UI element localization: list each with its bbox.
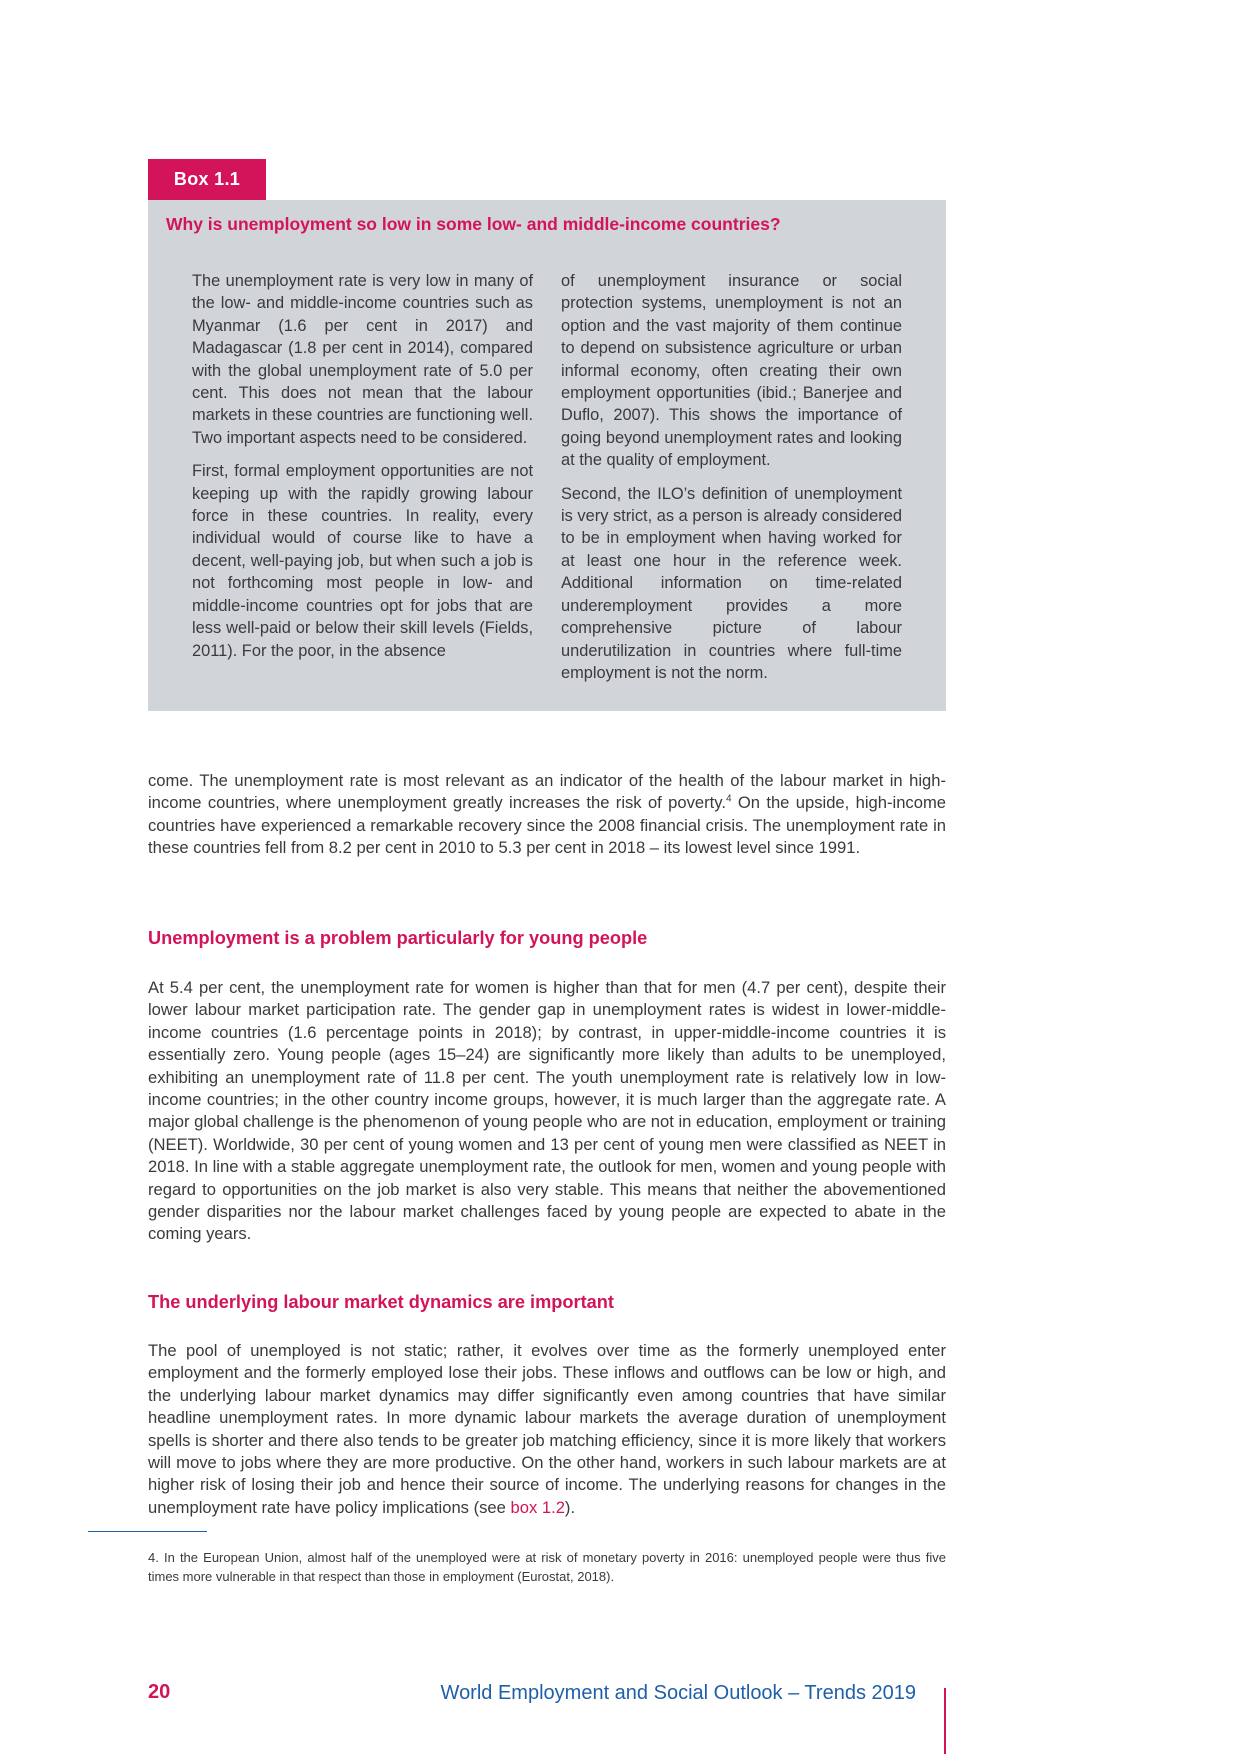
section-heading: The underlying labour market dynamics are important — [148, 1292, 614, 1312]
box-label: Box 1.1 — [148, 159, 266, 200]
box-paragraph: The unemployment rate is very low in many of the low- and middle-income countries such as Myanmar (1.6 per cent in 2017) and Madagascar (1.8 per cent in 2014), compared with the global unemployment rate of 5.0 per cent. This does not mean that the labour markets in these countries are functioning well. Two important aspects need to be considered. — [192, 272, 533, 447]
section-paragraph — [148, 1340, 946, 1519]
intro-text-continued: On the upside, high-income countries have experienced a remarkable recovery since the 2008 financial crisis. The unemployment rate in these countries fell from 8.2 per cent in 2010 to 5.3 per cent in 2018 – its lowest level since 1991. — [148, 793, 946, 858]
section-text: At 5.4 per cent, the unemployment rate for women is higher than that for men (4.7 per cent), despite their lower labour market participation rate. The gender gap in unemployment rates is widest in lower-middle-income countries (1.6 percentage points in 2018); by contrast, in upper-middle-income countries it is essentially zero. Young people (ages 15–24) are significantly more likely than adults to be unemployed, exhibiting an unemployment rate of 11.8 per cent. The youth unemployment rate is relatively low in low-income countries; in the other country income groups, however, it is much larger than the aggregate rate. A major global challenge is the phenomenon of young people who are not in education, employment or training (NEET). Worldwide, 30 per cent of young women and 13 per cent of young men were classified as NEET in 2018. In line with a stable aggregate unemployment rate, the outlook for men, women and young people with regard to opportunities on the job market is also very stable. This means that neither the abovementioned gender disparities nor the labour market challenges faced by young people are expected to abate in the coming years. — [148, 978, 946, 1244]
info-box — [148, 200, 946, 711]
intro-text: come. The unemployment rate is most relevant as an indicator of the health of the labour market in high-income countries, where unemployment greatly increases the risk of poverty. — [148, 771, 946, 813]
footnote-divider — [88, 1531, 207, 1532]
section-text: The pool of unemployed is not static; rather, it evolves over time as the formerly unemployed enter employment and the formerly employed lose their jobs. These inflows and outflows can be low or high, and the underlying labour market dynamics may differ significantly even among countries that have similar headline unemployment rates. In more dynamic labour markets the average duration of unemployment spells is shorter and there also tends to be greater job matching efficiency, since it is more likely that workers will move to jobs where they are more productive. On the other hand, workers in such labour markets are at higher risk of losing their job and hence their source of income. The underlying reasons for changes in the unemployment rate have policy implications (see — [148, 1341, 946, 1517]
box-title: Why is unemployment so low in some low- and middle-income countries? — [166, 214, 781, 234]
box-paragraph: Second, the ILO’s definition of unemployment is very strict, as a person is already considered to be in employment when having worked for at least one hour in the reference week. Additional information on time-related underemployment provides a more comprehensive picture of labour underutilization in countries where full-time employment is not the norm. — [561, 484, 902, 682]
box-paragraph: of unemployment insurance or social protection systems, unemployment is not an option and the vast majority of them continue to depend on subsistence agriculture or urban informal economy, often creating their own employment opportunities (ibid.; Banerjee and Duflo, 2007). This shows the importance of going beyond unemployment rates and looking at the quality of employment. — [561, 272, 902, 470]
section-paragraph — [148, 977, 946, 1246]
section-text-end: ). — [564, 1497, 576, 1517]
intro-paragraph — [148, 770, 946, 860]
footnote-ref[interactable]: 4 — [725, 793, 732, 805]
box-left-column — [192, 270, 533, 673]
footer-divider — [944, 1688, 946, 1754]
section-heading: Unemployment is a problem particularly for young people — [148, 928, 648, 948]
box-right-column — [561, 270, 902, 695]
box-paragraph: First, formal employment opportunities are not keeping up with the rapidly growing labour force in these countries. In reality, every individual would of course like to have a decent, well-paying job, but when such a job is not forthcoming most people in low- and middle-income countries opt for jobs that are less well-paid or below their skill levels (Fields, 2011). For the poor, in the absence — [192, 462, 533, 660]
box-1-2-link[interactable]: box 1.2 — [510, 1497, 565, 1517]
page-number: 20 — [148, 1681, 171, 1703]
running-title: World Employment and Social Outlook – Trends 2019 — [440, 1682, 916, 1704]
footnote: 4. In the European Union, almost half of the unemployed were at risk of monetary poverty in 2016: unemployed people were thus five times more vulnerable in that respect than those in employment (Eurostat, 2018). — [148, 1550, 946, 1584]
